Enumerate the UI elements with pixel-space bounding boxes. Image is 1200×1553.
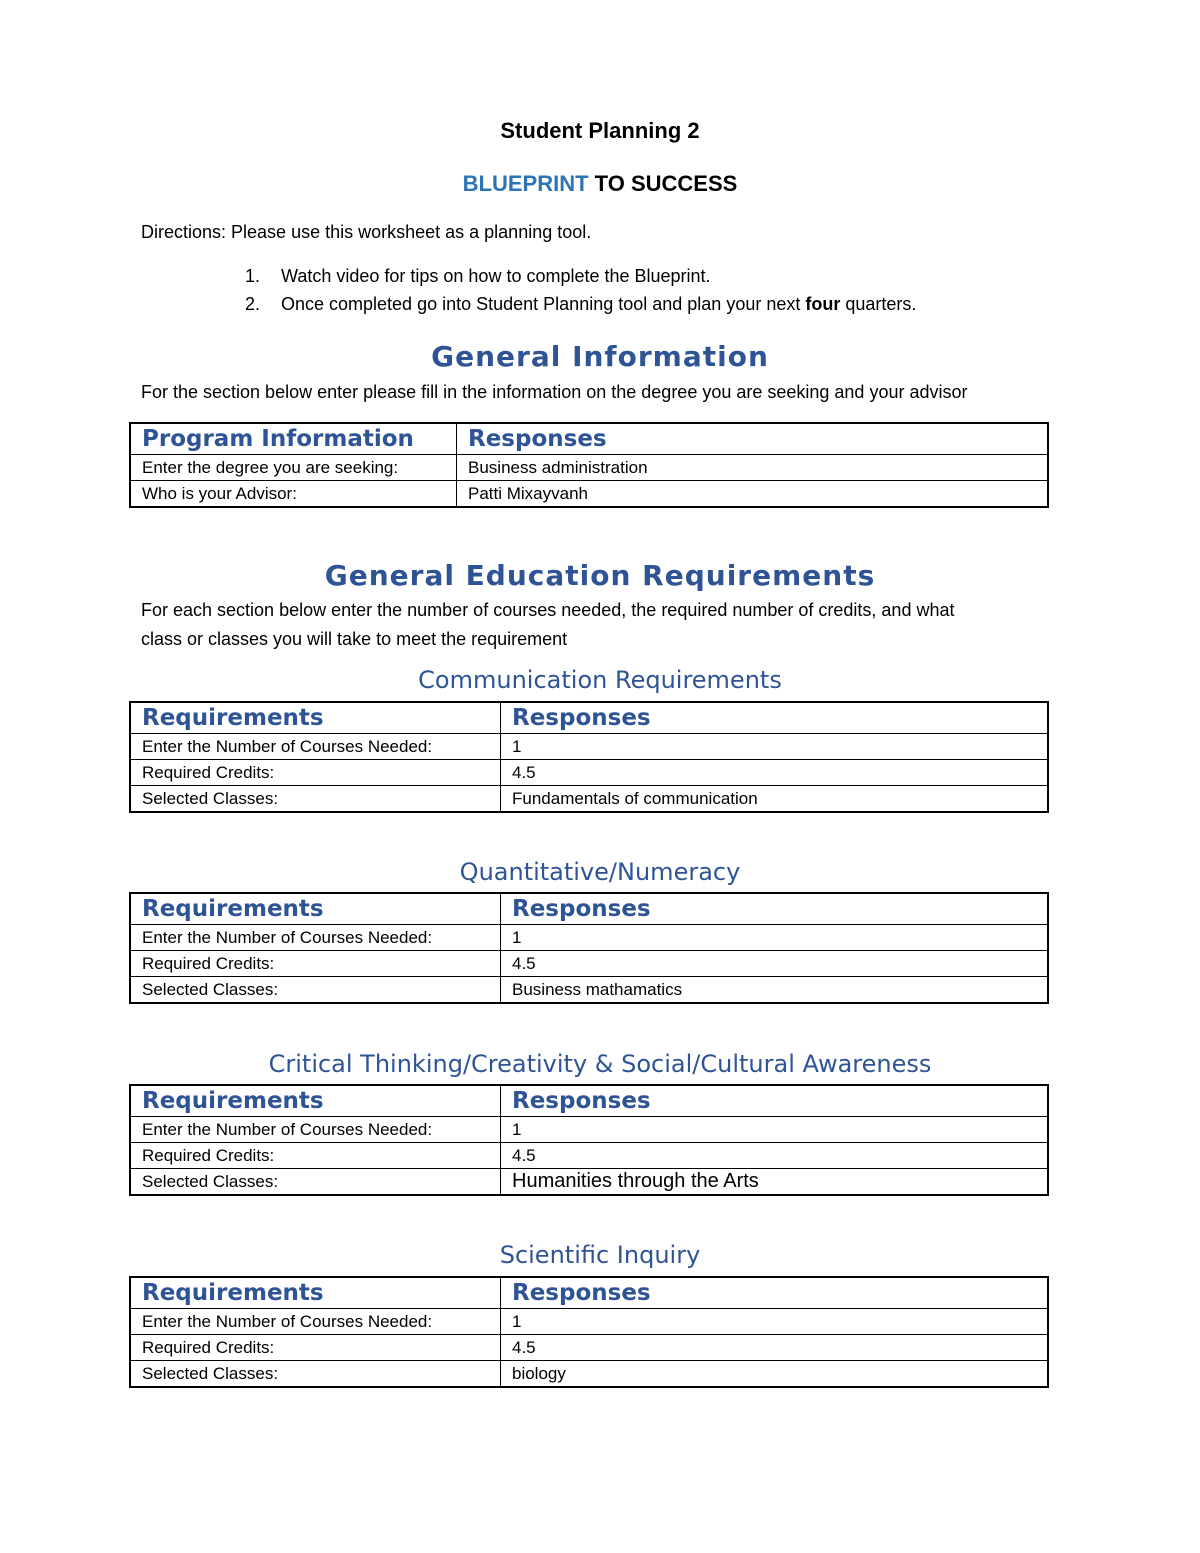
table-value-cell[interactable]: 1 <box>501 1309 1049 1335</box>
table-value-cell[interactable]: 4.5 <box>501 951 1049 977</box>
table-value-cell[interactable]: 4.5 <box>501 760 1049 786</box>
table-value-cell[interactable]: biology <box>501 1361 1049 1388</box>
table-row <box>130 951 1048 977</box>
quantitative-table <box>129 892 1049 1004</box>
list-number: 2. <box>245 294 261 314</box>
list-text-before: Once completed go into Student Planning tool and plan your next <box>281 294 806 314</box>
general-information-heading: General Information <box>431 340 769 373</box>
table-label-cell: Selected Classes: <box>130 977 501 1004</box>
document-title: Student Planning 2 <box>500 118 700 143</box>
table-value-cell[interactable]: 4.5 <box>501 1335 1049 1361</box>
instructions-line: For each section below enter the number of courses needed, the required number of credits, and what <box>141 600 955 620</box>
table-label-cell: Required Credits: <box>130 1143 501 1169</box>
communication-table <box>129 701 1049 813</box>
table-row <box>130 760 1048 786</box>
table-header-row <box>130 702 1048 734</box>
table-row <box>130 481 1048 508</box>
table-header-row <box>130 1277 1048 1309</box>
critical-thinking-heading: Critical Thinking/Creativity & Social/Cultural Awareness <box>268 1050 932 1078</box>
table-row <box>130 786 1048 813</box>
table-header-cell: Requirements <box>130 1277 501 1309</box>
table-label-cell: Who is your Advisor: <box>130 481 457 508</box>
table-value-cell[interactable]: Business mathamatics <box>501 977 1049 1004</box>
table-header-row <box>130 893 1048 925</box>
table-value-cell[interactable]: Fundamentals of communication <box>501 786 1049 813</box>
table-header-cell: Requirements <box>130 893 501 925</box>
list-item <box>245 266 711 287</box>
table-header-cell: Responses <box>457 423 1049 455</box>
table-label-cell: Enter the Number of Courses Needed: <box>130 1117 501 1143</box>
program-information-table <box>129 422 1049 508</box>
document-subtitle <box>0 171 1200 197</box>
table-header-cell: Requirements <box>130 702 501 734</box>
scientific-inquiry-heading: Scientific Inquiry <box>499 1241 701 1269</box>
table-header-cell: Responses <box>501 1277 1049 1309</box>
communication-heading: Communication Requirements <box>418 666 782 694</box>
table-row <box>130 1169 1048 1196</box>
list-text-bold: four <box>805 294 841 314</box>
general-education-instructions <box>141 596 1061 654</box>
table-value-cell[interactable]: Business administration <box>457 455 1049 481</box>
table-row <box>130 1143 1048 1169</box>
table-row <box>130 977 1048 1004</box>
table-value-cell[interactable]: 1 <box>501 1117 1049 1143</box>
table-header-cell: Responses <box>501 1085 1049 1117</box>
table-row <box>130 734 1048 760</box>
list-number: 1. <box>245 266 261 286</box>
list-text-after: quarters. <box>840 294 917 314</box>
critical-thinking-table <box>129 1084 1049 1196</box>
subtitle-to-success: TO SUCCESS <box>588 171 738 196</box>
table-header-cell: Responses <box>501 702 1049 734</box>
general-information-instructions: For the section below enter please fill in the information on the degree you are seeking and your advisor <box>141 382 968 402</box>
table-label-cell: Required Credits: <box>130 1335 501 1361</box>
table-value-cell[interactable]: 1 <box>501 734 1049 760</box>
table-label-cell: Selected Classes: <box>130 786 501 813</box>
table-header-cell: Requirements <box>130 1085 501 1117</box>
table-row <box>130 1361 1048 1388</box>
table-label-cell: Required Credits: <box>130 760 501 786</box>
table-label-cell: Enter the degree you are seeking: <box>130 455 457 481</box>
table-label-cell: Enter the Number of Courses Needed: <box>130 925 501 951</box>
table-label-cell: Selected Classes: <box>130 1361 501 1388</box>
table-label-cell: Enter the Number of Courses Needed: <box>130 1309 501 1335</box>
table-row <box>130 1335 1048 1361</box>
scientific-inquiry-table <box>129 1276 1049 1388</box>
general-education-heading: General Education Requirements <box>324 559 876 592</box>
table-row <box>130 1117 1048 1143</box>
table-header-row <box>130 423 1048 455</box>
table-value-cell[interactable]: 4.5 <box>501 1143 1049 1169</box>
list-text: Watch video for tips on how to complete the Blueprint. <box>281 266 711 286</box>
table-header-cell: Responses <box>501 893 1049 925</box>
table-label-cell: Selected Classes: <box>130 1169 501 1196</box>
table-header-row <box>130 1085 1048 1117</box>
table-row <box>130 1309 1048 1335</box>
table-label-cell: Enter the Number of Courses Needed: <box>130 734 501 760</box>
list-item <box>245 294 916 315</box>
table-label-cell: Required Credits: <box>130 951 501 977</box>
subtitle-blueprint: BLUEPRINT <box>462 171 589 196</box>
table-value-cell[interactable]: Patti Mixayvanh <box>457 481 1049 508</box>
table-header-cell: Program Information <box>130 423 457 455</box>
instructions-line: class or classes you will take to meet the requirement <box>141 629 568 649</box>
directions-text: Directions: Please use this worksheet as a planning tool. <box>141 222 592 242</box>
table-value-cell[interactable]: 1 <box>501 925 1049 951</box>
quantitative-heading: Quantitative/Numeracy <box>459 858 741 886</box>
table-row <box>130 455 1048 481</box>
table-row <box>130 925 1048 951</box>
table-value-cell[interactable]: Humanities through the Arts <box>501 1169 1049 1196</box>
